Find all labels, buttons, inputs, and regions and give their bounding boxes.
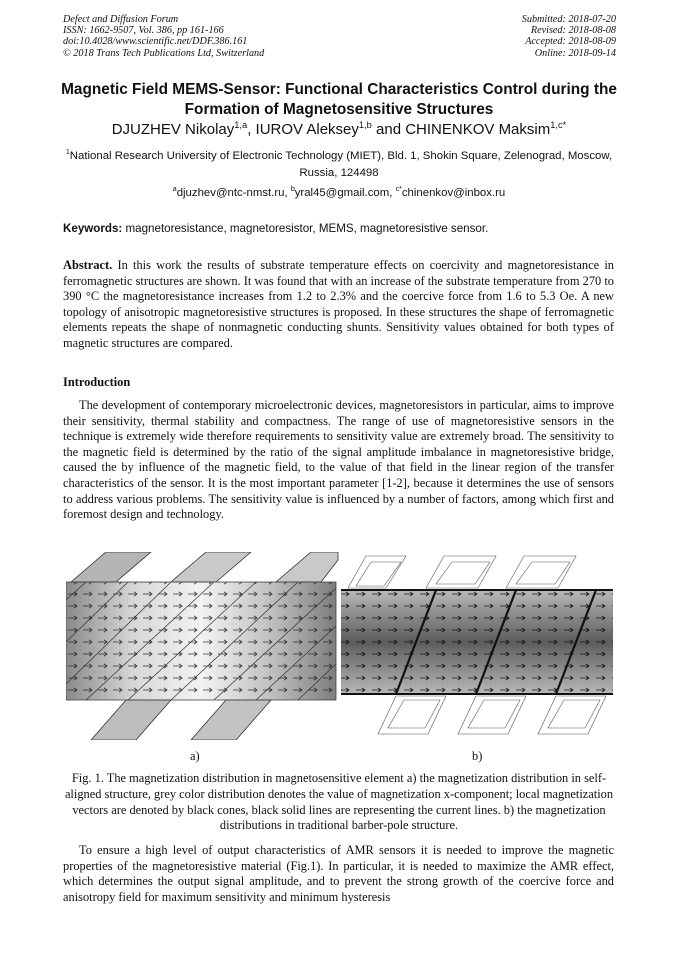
journal-info: [63, 14, 264, 59]
author-name: DJUZHEV Nikolay: [111, 121, 235, 138]
introduction-paragraph: The development of contemporary microelectronic devices, magnetoresistors in particular, aims to improve their sensitivity, thermal stability and compactness. The range of use of magnetoresistive sensors in the technique is extremely wide therefore requirements to sensitivity value are extremely broad. The sensitivity to the magnetic field is determined by the ratio of the signal amplitude imbalance in magnetoresistive bridge, caused the by influence of the magnetic field, to the value of that field in the linear region of the transfer characteristics of the sensor. It is the most important parameter [1-2], because it determines the use of sensors to address various problems. The sensitivity value is influenced by a number of factors, among which first and foremost design and technology.: [63, 398, 614, 522]
affiliation: [60, 148, 618, 181]
author-name: IUROV Aleksey: [255, 121, 359, 138]
author-superscript: 1,b: [358, 120, 372, 130]
body-paragraph: To ensure a high level of output characteristics of AMR sensors it is needed to improve the magnetic properties of the magnetoresistive material (Fig.1). In particular, it is needed to maximize the AMR effect, which determines the output signal amplitude, and to prevent the strong growth of the coercive force and anisotropy field for maximum sensitivity and minimum hysteresis: [63, 843, 614, 904]
figure-caption: Fig. 1. The magnetization distribution in magnetosensitive element a) the magnetization distribution in self-aligned structure, grey color distribution denotes the value of magnetization x-component; local magnetization vectors are denoted by black cones, black solid lines are representing the current lines. b) the magnetization distributions in traditional barber-pole structure.: [64, 771, 614, 833]
abstract-label: Abstract.: [63, 258, 113, 272]
journal-doi: doi:10.4028/www.scientific.net/DDF.386.161: [63, 36, 248, 48]
figure-label-b: b): [472, 749, 483, 763]
publication-dates: [522, 14, 616, 59]
section-heading-introduction: Introduction: [63, 375, 131, 389]
date-revised: Revised: 2018-08-08: [530, 25, 616, 37]
date-accepted: Accepted: 2018-08-09: [525, 36, 616, 48]
figure-label-a: a): [190, 749, 200, 763]
panel-b-diagram: [341, 556, 613, 734]
author-list: [20, 121, 658, 139]
email-superscript: a: [172, 186, 177, 194]
email-link[interactable]: chinenkov@inbox.ru: [401, 187, 506, 199]
email-superscript: b: [290, 186, 295, 194]
magnetization-figure: [66, 552, 613, 740]
email-list: [40, 185, 638, 201]
abstract-paragraph: [63, 258, 614, 352]
keywords-label: Keywords:: [63, 222, 123, 235]
author-superscript: 1,c*: [550, 120, 567, 130]
author-separator: ,: [247, 121, 256, 138]
keywords: [63, 221, 623, 237]
panel-a-diagram: [66, 552, 338, 740]
author-separator: and: [371, 121, 406, 138]
email-link[interactable]: yral45@gmail.com,: [294, 187, 396, 199]
date-submitted: Submitted: 2018-07-20: [521, 14, 616, 25]
journal-issn: ISSN: 1662-9507, Vol. 386, pp 161-166: [63, 25, 224, 37]
email-link[interactable]: djuzhev@ntc-nmst.ru,: [176, 187, 291, 199]
abstract-text: In this work the results of substrate temperature effects on coercivity and magnetoresistance in ferromagnetic structures are shown. It was found that with an increase of the substrate temperature from 270 to 390 °C the magnetoresistance increases from 1.2 to 2.3% and the coercive force from 1.6 to 5.3 Oe. A new topology of anisotropic magnetoresistive structures is proposed. In these structures the shape of ferromagnetic elements repeats the shape of nonmagnetic conducting shunts. Sensitivity values obtained for both types of magnetic structures are compared.: [63, 258, 614, 350]
author-superscript: 1,a: [234, 120, 248, 130]
paper-title: Magnetic Field MEMS-Sensor: Functional Characteristics Control during the Formation of Magnetosensitive Structures: [61, 81, 617, 118]
affiliation-superscript: 1: [65, 149, 70, 157]
journal-name: Defect and Diffusion Forum: [63, 14, 179, 25]
journal-copyright: © 2018 Trans Tech Publications Ltd, Switzerland: [63, 47, 265, 59]
keywords-text: magnetoresistance, magnetoresistor, MEMS, magnetoresistive sensor.: [122, 222, 489, 235]
author-name: CHINENKOV Maksim: [405, 121, 551, 138]
affiliation-text: National Research University of Electronic Technology (MIET), Bld. 1, Shokin Square, Zelenograd, Moscow, Russia, 124498: [69, 150, 613, 179]
email-superscript: c*: [395, 186, 402, 194]
date-online: Online: 2018-09-14: [534, 47, 616, 59]
